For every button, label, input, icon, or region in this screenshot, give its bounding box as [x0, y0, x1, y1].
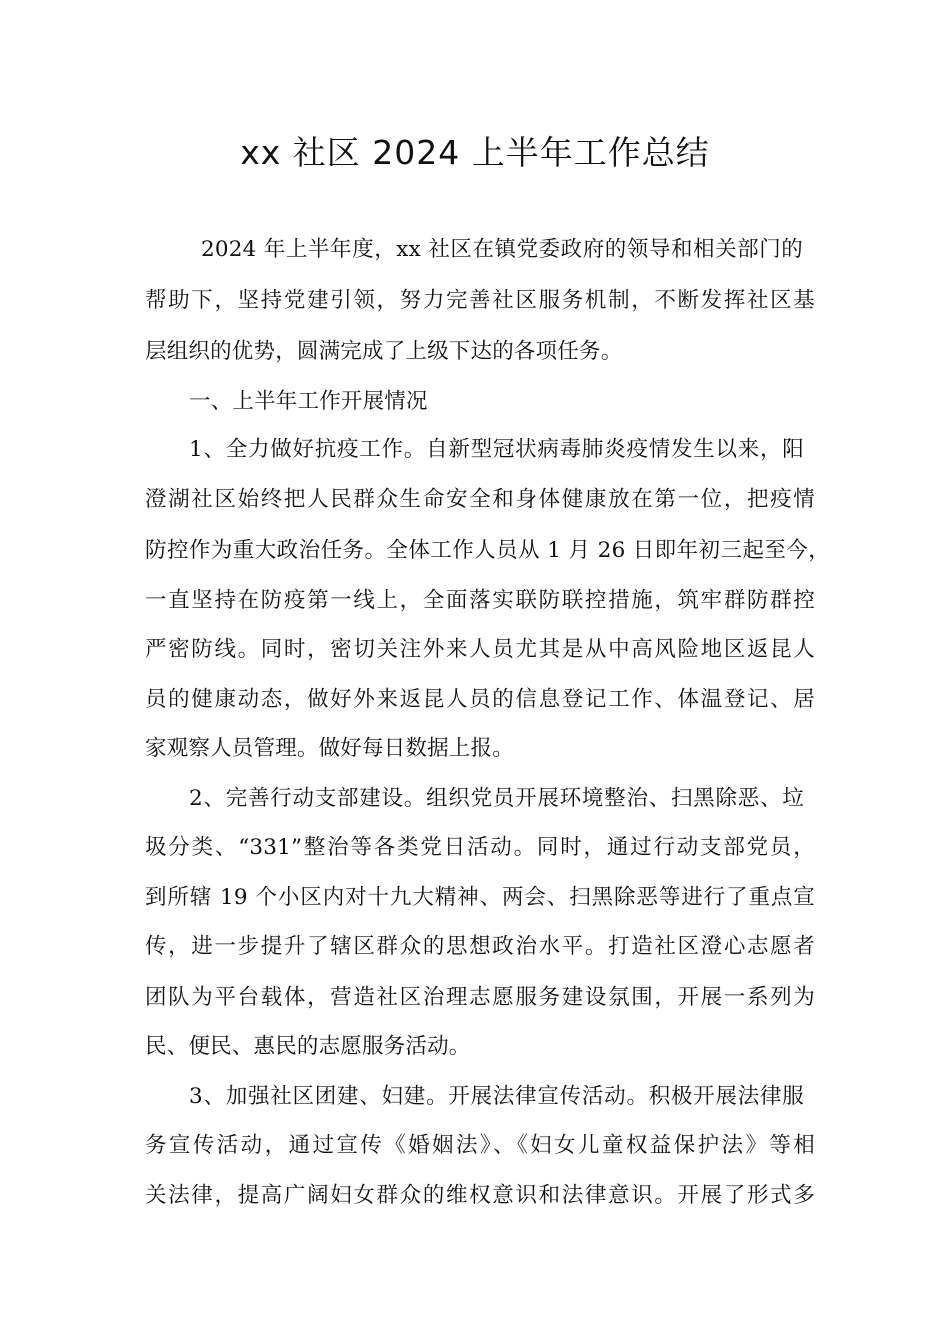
body-line-17: 民、便民、惠民的志愿服务活动。 [145, 1034, 471, 1059]
body-line-9: 严密防线。同时，密切关注外来人员尤其是从中高风险地区返昆人 [145, 637, 815, 662]
body-line-13: 圾分类、“331”整治等各类党日活动。同时，通过行动支部党员， [145, 835, 815, 860]
body-line-12: 2、完善行动支部建设。组织党员开展环境整治、扫黑除恶、垃 [189, 786, 804, 811]
body-line-14: 到所辖 19 个小区内对十九大精神、两会、扫黑除恶等进行了重点宣 [145, 885, 815, 910]
body-line-11: 家观察人员管理。做好每日数据上报。 [145, 736, 514, 761]
body-line-20: 关法律，提高广阔妇女群众的维权意识和法律意识。开展了形式多 [145, 1183, 815, 1208]
body-line-3: 层组织的优势，圆满完成了上级下达的各项任务。 [145, 339, 623, 364]
body-line-8: 一直坚持在防疫第一线上，全面落实联防联控措施，筑牢群防群控 [145, 588, 815, 613]
section-heading: 一、上半年工作开展情况 [189, 389, 428, 414]
body-line-19: 务宣传活动，通过宣传《婚姻法》、《妇女儿童权益保护法》等相 [145, 1133, 815, 1158]
body-line-18: 3、加强社区团建、妇建。开展法律宣传活动。积极开展法律服 [189, 1084, 804, 1109]
body-line-2: 帮助下，坚持党建引领，努力完善社区服务机制，不断发挥社区基 [145, 288, 815, 313]
body-line-10: 员的健康动态，做好外来返昆人员的信息登记工作、体温登记、居 [145, 687, 815, 712]
body-line-15: 传，进一步提升了辖区群众的思想政治水平。打造社区澄心志愿者 [145, 934, 815, 959]
body-line-5: 1、全力做好抗疫工作。自新型冠状病毒肺炎疫情发生以来，阳 [189, 437, 804, 462]
body-line-6: 澄湖社区始终把人民群众生命安全和身体健康放在第一位，把疫情 [145, 487, 815, 512]
document-title: xx 社区 2024 上半年工作总结 [240, 133, 710, 172]
body-line-16: 团队为平台载体，营造社区治理志愿服务建设氛围，开展一系列为 [145, 985, 815, 1010]
body-line-1: 2024 年上半年度，xx 社区在镇党委政府的领导和相关部门的 [201, 237, 803, 262]
body-line-7: 防控作为重大政治任务。全体工作人员从 1 月 26 日即年初三起至今， [145, 538, 830, 563]
